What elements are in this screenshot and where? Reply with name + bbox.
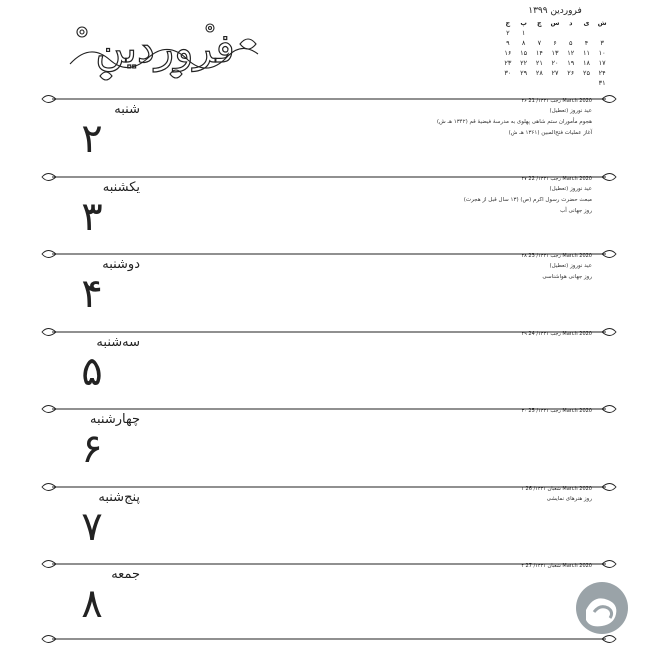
event-item: عید نوروز (تعطیل)	[549, 263, 592, 269]
mini-calendar-day: ۷	[537, 39, 542, 47]
mini-calendar-day	[594, 28, 610, 38]
weekday: س	[550, 19, 560, 27]
day-events	[300, 106, 592, 139]
mini-calendar-day: ۳۱	[598, 79, 606, 87]
day-name: سه‌شنبه	[96, 334, 140, 350]
mini-calendar-day: ۱۷	[598, 59, 606, 67]
mini-calendar-day: ۲۹	[520, 69, 528, 77]
day-number: ۲	[81, 116, 103, 162]
mini-calendar-day: ۲۲	[520, 59, 528, 67]
month-title-art	[60, 14, 270, 84]
event-item: مبعث حضرت رسول اکرم (ص) (۱۳ سال قبل از هجرت)	[463, 196, 592, 203]
event-item: عید نوروز (تعطیل)	[549, 108, 592, 114]
day-number: ۶	[81, 426, 103, 472]
event-item: روز جهانی آب	[560, 207, 592, 214]
mini-calendar-week	[500, 48, 610, 58]
day-section	[0, 92, 650, 170]
mini-calendar-day: ۲۰	[551, 59, 559, 67]
day-section	[0, 402, 650, 480]
mini-calendar-week	[500, 78, 610, 88]
mini-calendar-day	[547, 78, 563, 88]
event-item: روز هنرهای نمایشی	[546, 495, 592, 502]
mini-calendar-day	[579, 78, 595, 88]
mini-calendar-day: ۲۴	[598, 69, 606, 77]
day-name: دوشنبه	[102, 257, 140, 272]
day-name: جمعه	[111, 567, 140, 582]
day-section	[0, 170, 650, 248]
event-item: عید نوروز (تعطیل)	[549, 185, 592, 192]
day-number: ۷	[81, 503, 103, 550]
day-name: پنج‌شنبه	[98, 489, 140, 505]
weekday: ج	[505, 19, 511, 27]
event-item: روز جهانی هواشناسی	[542, 274, 592, 280]
day-date: ۱ شعبان ۱۴۴۱/ 26 March 2020	[521, 485, 592, 492]
mini-calendar-week	[500, 28, 610, 38]
mini-calendar-day: ۱	[521, 29, 526, 37]
day-events	[300, 494, 592, 505]
mini-calendar-day: ۹	[506, 39, 510, 47]
mini-calendar-day: ۳۰	[504, 69, 512, 77]
month-title-text: فروردین	[95, 26, 235, 72]
mini-calendar-day: ۲۵	[582, 69, 590, 77]
mini-calendar-day: ۱۹	[567, 59, 575, 67]
day-section	[0, 325, 650, 403]
mini-calendar-day: ۱۳	[551, 49, 559, 57]
day-number: ۸	[81, 581, 103, 627]
weekday: د	[569, 19, 573, 27]
mini-calendar-day: ۱۲	[567, 49, 575, 57]
mini-calendar-day: ۲۳	[504, 59, 512, 67]
mini-calendar-day: ۴	[584, 39, 589, 47]
mini-calendar-day	[500, 78, 516, 88]
day-number: ۵	[81, 348, 103, 395]
day-name: یکشنبه	[102, 179, 140, 195]
day-section	[0, 247, 650, 325]
day-name: شنبه	[114, 102, 140, 117]
day-date: ۲ شعبان ۱۴۴۱/ 27 March 2020	[521, 563, 592, 569]
mini-calendar-grid	[500, 18, 610, 88]
day-number: ۳	[81, 193, 103, 240]
day-date: ۲۶ رجب ۱۴۴۱/ 21 March 2020	[521, 98, 592, 104]
mini-calendar-day: ۲۱	[535, 59, 543, 67]
weekday: ی	[583, 19, 590, 27]
mini-calendar-day: ۶	[553, 39, 557, 47]
mini-calendar-day: ۱۰	[598, 49, 606, 57]
day-section	[0, 557, 650, 635]
day-date: ۲۹ رجب ۱۴۴۱/ 24 March 2020	[521, 330, 592, 337]
mini-calendar-day: ۸	[521, 39, 526, 47]
mini-calendar-day: ۱۵	[520, 49, 528, 57]
mini-calendar-day	[516, 78, 532, 88]
mini-calendar-day	[563, 28, 579, 38]
mini-calendar-day: ۵	[568, 39, 573, 47]
event-item: هجوم مأموران ستم شاهی پهلوی به مدرسهٔ فیضیهٔ قم (۱۳۴۲ هـ ش)	[436, 119, 592, 125]
weekday: چ	[536, 19, 542, 27]
mini-calendar-day: ۲	[506, 29, 510, 37]
mini-calendar-day: ۳	[600, 39, 604, 47]
day-date: ۲۷ رجب ۱۴۴۱/ 22 March 2020	[521, 175, 592, 182]
day-date: ۳۰ رجب ۱۴۴۱/ 25 March 2020	[521, 408, 592, 414]
weekday: پ	[520, 19, 527, 27]
mini-calendar-day	[531, 28, 547, 38]
mini-calendar-week	[500, 68, 610, 78]
day-date: ۲۸ رجب ۱۴۴۱/ 23 March 2020	[521, 253, 592, 259]
mini-calendar-day: ۱۸	[582, 59, 590, 67]
day-number: ۴	[81, 271, 103, 317]
mini-calendar-day: ۲۸	[535, 69, 543, 77]
day-events	[300, 184, 592, 217]
mini-calendar-week	[500, 58, 610, 68]
mini-calendar-day: ۱۴	[535, 49, 543, 57]
mini-calendar-day: ۱۶	[504, 49, 512, 57]
mini-calendar-week	[500, 38, 610, 48]
mini-calendar-day	[531, 78, 547, 88]
mini-calendar-day	[579, 28, 595, 38]
mini-calendar-weekdays	[500, 18, 610, 28]
closing-divider	[40, 632, 618, 646]
mini-calendar-day: ۲۷	[551, 69, 559, 77]
mini-calendar-day	[563, 78, 579, 88]
event-item: آغاز عملیات فتح‌المبین (۱۳۶۱ هـ ش)	[508, 130, 592, 136]
mini-calendar-day	[547, 28, 563, 38]
day-section	[0, 480, 650, 558]
mini-calendar	[500, 6, 610, 88]
mini-calendar-body	[500, 28, 610, 88]
publisher-logo-icon	[574, 580, 630, 636]
day-name: چهارشنبه	[90, 412, 140, 427]
day-events	[300, 261, 592, 283]
mini-calendar-title: فروردین ۱۳۹۹	[528, 6, 582, 16]
mini-calendar-day: ۱۱	[582, 49, 590, 57]
mini-calendar-day: ۲۶	[567, 69, 575, 77]
weekday: ش	[597, 19, 607, 27]
